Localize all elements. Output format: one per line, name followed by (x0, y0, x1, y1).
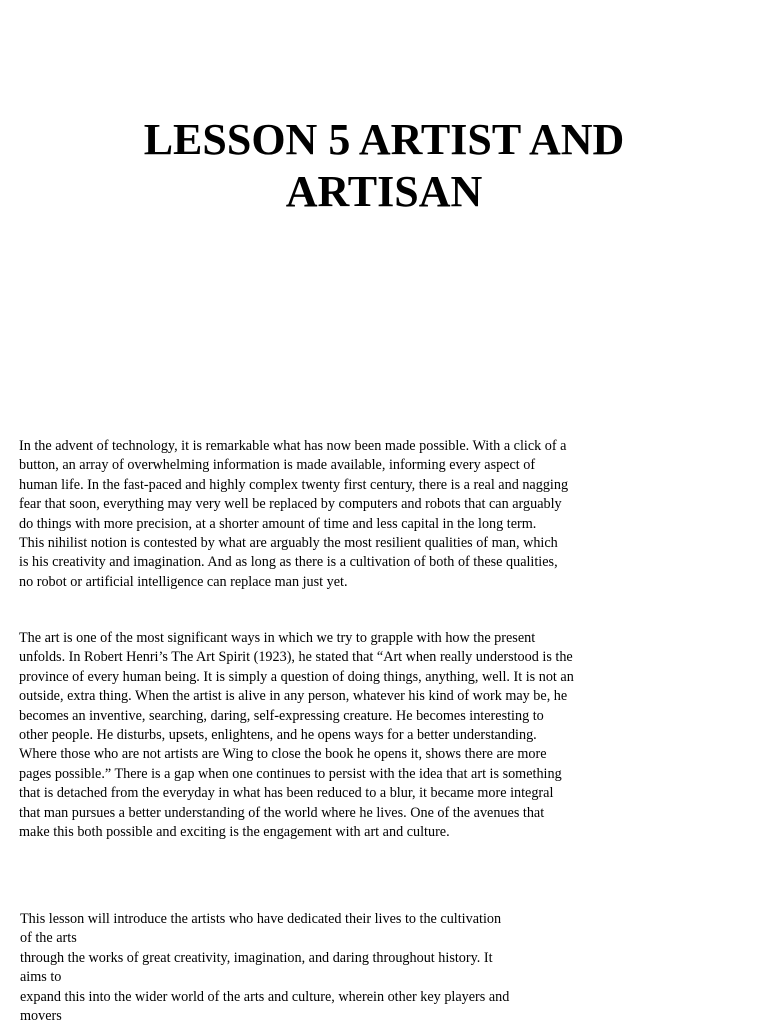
text-line: This lesson will introduce the artists who have dedicated their lives to the cultivation (20, 911, 502, 927)
text-line: that man pursues a better understanding of the world where he lives. One of the avenues that (19, 804, 545, 821)
text-line: button, an array of overwhelming information is made available, informing every aspect of (19, 457, 536, 474)
text-line: outside, extra thing. When the artist is alive in any person, whatever his kind of work may be, he (19, 688, 568, 705)
text-line: province of every human being. It is simply a question of doing things, anything, well. It is not an (19, 668, 574, 685)
text-line: human life. In the fast-paced and highly complex twenty first century, there is a real and nagging (19, 476, 569, 493)
text-line: This nihilist notion is contested by what are arguably the most resilient qualities of man, which (19, 535, 558, 552)
title-line: LESSON 5 ARTIST AND (143, 115, 625, 164)
paragraph-intro (19, 437, 659, 592)
page-title (0, 114, 768, 218)
text-line: through the works of great creativity, imagination, and daring throughout history. It (20, 949, 493, 966)
text-line: becomes an inventive, searching, daring, self-expressing creature. He becomes interesting to (19, 707, 544, 724)
text-line: unfolds. In Robert Henri’s The Art Spirit (1923), he stated that “Art when really understood is the (19, 649, 573, 666)
paragraph-lesson-intro (20, 910, 660, 1026)
text-line: aims to (20, 969, 62, 986)
text-line: expand this into the wider world of the arts and culture, wherein other key players and (20, 988, 510, 1005)
text-line: of the arts (20, 930, 77, 947)
text-line: that is detached from the everyday in what has been reduced to a blur, it became more integral (19, 785, 554, 802)
text-line: The art is one of the most significant ways in which we try to grapple with how the present (19, 630, 536, 646)
text-line: pages possible.” There is a gap when one continues to persist with the idea that art is something (19, 765, 562, 782)
text-line: is his creativity and imagination. And as long as there is a cultivation of both of these qualities, (19, 554, 558, 571)
text-line: do things with more precision, at a shorter amount of time and less capital in the long term. (19, 515, 537, 532)
text-line: fear that soon, everything may very well be replaced by computers and robots that can arguably (19, 496, 562, 513)
text-line: other people. He disturbs, upsets, enlightens, and he opens ways for a better understanding. (19, 727, 537, 744)
paragraph-art-spirit (19, 629, 659, 842)
text-line: no robot or artificial intelligence can replace man just yet. (19, 573, 348, 590)
text-line: make this both possible and exciting is the engagement with art and culture. (19, 824, 450, 841)
text-line: Where those who are not artists are Wing to close the book he opens it, shows there are more (19, 746, 547, 763)
text-line: movers (20, 1008, 62, 1025)
text-line: In the advent of technology, it is remarkable what has now been made possible. With a click of a (19, 438, 567, 454)
title-line: ARTISAN (285, 167, 483, 216)
